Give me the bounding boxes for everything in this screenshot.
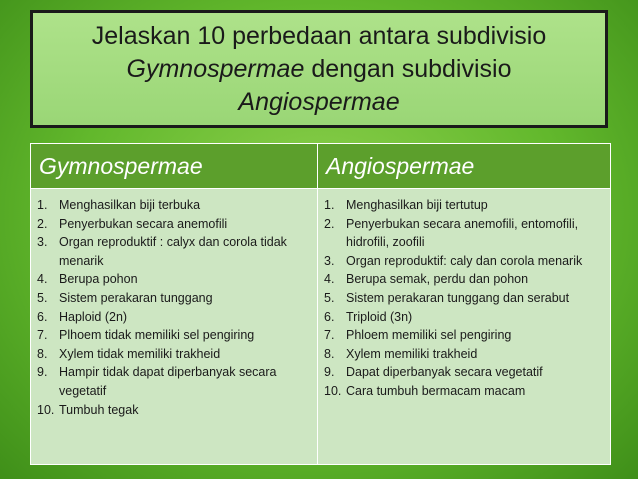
slide-title xyxy=(30,10,608,128)
list-item-text: Penyerbukan secara anemofili, entomofili, hidrofili, zoofili xyxy=(346,216,579,250)
list-item-text: Xylem memiliki trakheid xyxy=(346,346,478,361)
list-item-number: 6. xyxy=(37,309,48,324)
list-item-text: Triploid (3n) xyxy=(346,309,413,324)
list-item-text: Cara tumbuh bermacam macam xyxy=(346,383,526,398)
gymnospermae-list xyxy=(37,196,311,419)
list-item-number: 5. xyxy=(324,290,335,305)
title-angiospermae: Angiospermae xyxy=(238,87,400,116)
angiospermae-item xyxy=(324,345,604,364)
list-item-number: 1. xyxy=(324,198,335,212)
list-item-number: 3. xyxy=(324,253,335,268)
list-item-number: 4. xyxy=(37,272,48,287)
title-line-1: Jelaskan 10 perbedaan antara subdivisio xyxy=(91,21,547,50)
list-item-text: Menghasilkan biji terbuka xyxy=(59,198,201,212)
list-item-number: 7. xyxy=(324,328,335,343)
angiospermae-item xyxy=(324,196,604,215)
list-item-number: 4. xyxy=(324,272,335,287)
title-gymnospermae: Gymnospermae xyxy=(126,54,305,83)
list-item-text: Phloem memiliki sel pengiring xyxy=(346,328,512,343)
gymnospermae-item xyxy=(37,215,311,234)
table-header-row xyxy=(31,144,611,189)
angiospermae-list xyxy=(324,196,604,401)
gymnospermae-item xyxy=(37,363,311,400)
list-item-text: Tumbuh tegak xyxy=(59,402,139,417)
gymnospermae-item xyxy=(37,345,311,364)
gymnospermae-item xyxy=(37,196,311,215)
list-item-number: 2. xyxy=(324,216,335,231)
header-angiospermae: Angiospermae xyxy=(318,144,611,189)
gymnospermae-item xyxy=(37,401,311,420)
list-item-text: Organ reproduktif : calyx dan corola tidak menarik xyxy=(59,235,287,268)
list-item-text: Berupa pohon xyxy=(59,272,138,287)
list-item-text: Sistem perakaran tunggang xyxy=(59,290,213,305)
list-item-text: Menghasilkan biji tertutup xyxy=(346,198,488,212)
list-item-text: Sistem perakaran tunggang dan serabut xyxy=(346,290,570,305)
list-item-number: 6. xyxy=(324,309,335,324)
list-item-number: 1. xyxy=(37,198,48,212)
list-item-text: Berupa semak, perdu dan pohon xyxy=(346,272,529,287)
list-item-number: 3. xyxy=(37,235,48,250)
gymnospermae-item xyxy=(37,289,311,308)
angiospermae-item xyxy=(324,289,604,308)
list-item-number: 8. xyxy=(324,346,335,361)
list-item-text: Organ reproduktif: caly dan corola menarik xyxy=(346,253,583,268)
angiospermae-item xyxy=(324,382,604,401)
list-item-number: 2. xyxy=(37,216,48,231)
list-item-number: 10. xyxy=(324,383,342,398)
list-item-number: 7. xyxy=(37,328,48,343)
list-item-number: 10. xyxy=(37,402,55,417)
list-item-text: Dapat diperbanyak secara vegetatif xyxy=(346,365,543,380)
comparison-table xyxy=(30,143,611,465)
table-row xyxy=(31,189,611,465)
title-line-2 xyxy=(127,53,512,86)
title-line-2-rest: dengan subdivisio xyxy=(304,54,512,83)
gymnospermae-item xyxy=(37,308,311,327)
list-item-number: 9. xyxy=(37,365,48,380)
angiospermae-item xyxy=(324,363,604,382)
angiospermae-cell xyxy=(318,189,611,465)
gymnospermae-item xyxy=(37,326,311,345)
list-item-text: Hampir tidak dapat diperbanyak secara vegetatif xyxy=(59,365,277,398)
gymnospermae-item xyxy=(37,270,311,289)
list-item-text: Haploid (2n) xyxy=(59,309,128,324)
angiospermae-item xyxy=(324,308,604,327)
gymnospermae-cell xyxy=(31,189,318,465)
list-item-text: Xylem tidak memiliki trakheid xyxy=(59,346,221,361)
angiospermae-item xyxy=(324,215,604,252)
angiospermae-item xyxy=(324,270,604,289)
angiospermae-item xyxy=(324,326,604,345)
list-item-text: Penyerbukan secara anemofili xyxy=(59,216,228,231)
list-item-number: 5. xyxy=(37,290,48,305)
title-line-3 xyxy=(238,86,399,119)
list-item-number: 9. xyxy=(324,365,335,380)
header-gymnospermae: Gymnospermae xyxy=(31,144,318,189)
list-item-text: Plhoem tidak memiliki sel pengiring xyxy=(59,328,255,343)
angiospermae-item xyxy=(324,252,604,271)
gymnospermae-item xyxy=(37,233,311,270)
list-item-number: 8. xyxy=(37,346,48,361)
